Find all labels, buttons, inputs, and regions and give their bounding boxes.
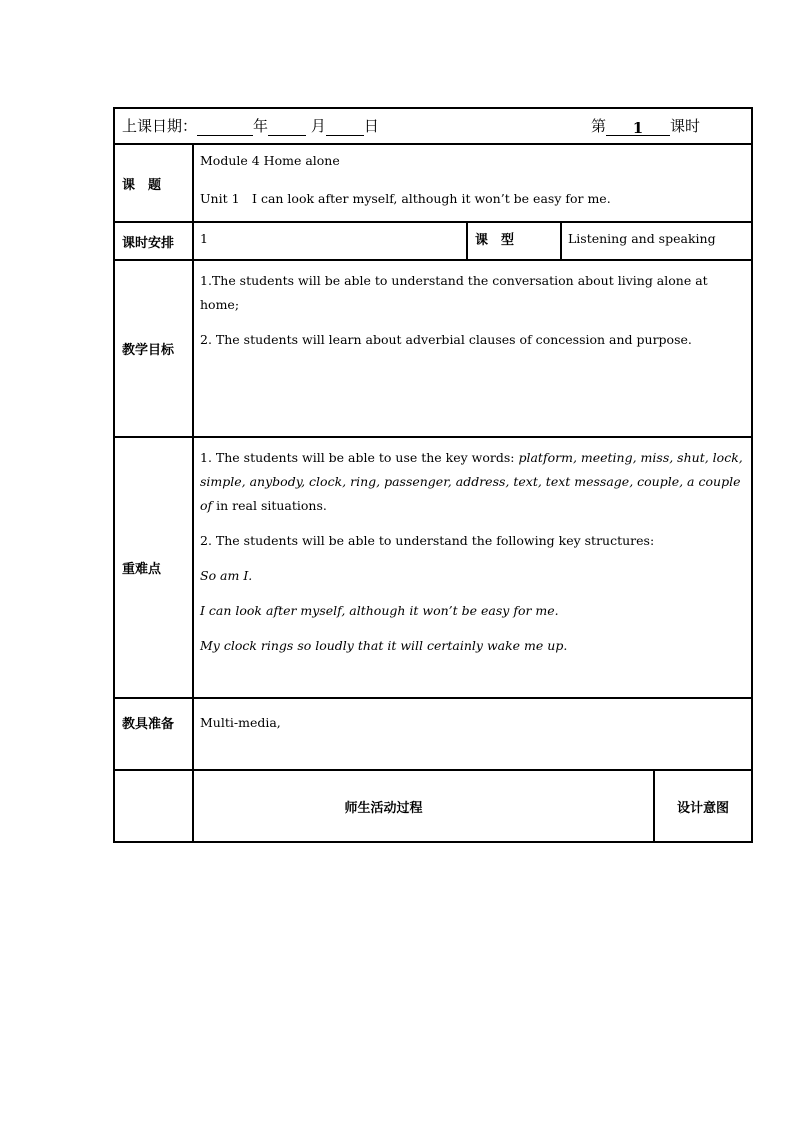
objective-item: 1.The students will be able to understand the conversation about living alone at home; — [200, 273, 708, 312]
module-title: Module 4 Home alone — [200, 153, 340, 168]
key-structures-intro: 2. The students will be able to understand the following key structures: — [200, 533, 655, 548]
unit-title: Unit 1 I can look after myself, although it won’t be easy for me. — [200, 191, 611, 206]
key-points-row — [114, 437, 752, 698]
key-points-content — [193, 437, 752, 698]
lesson-type-value: Listening and speaking — [561, 222, 752, 260]
objectives-row — [114, 260, 752, 437]
process-empty-cell — [114, 770, 193, 842]
class-date — [122, 115, 379, 136]
day-label: 日 — [363, 117, 379, 135]
lesson-plan-table — [113, 107, 753, 843]
day-blank — [326, 119, 364, 136]
lesson-type-label: 课 型 — [467, 222, 561, 260]
period-prefix: 第 — [591, 117, 607, 135]
lesson-period — [591, 115, 700, 136]
key-points-label: 重难点 — [114, 437, 193, 698]
year-label: 年 — [253, 117, 269, 135]
period-suffix: 课时 — [670, 117, 701, 135]
month-label: 月 — [310, 117, 326, 135]
year-blank — [197, 119, 253, 136]
date-label: 上课日期： — [122, 117, 198, 135]
schedule-row — [114, 222, 752, 260]
schedule-value: 1 — [193, 222, 467, 260]
month-blank — [268, 119, 306, 136]
materials-row — [114, 698, 752, 770]
objectives-label: 教学目标 — [114, 260, 193, 437]
topic-label: 课 题 — [114, 144, 193, 222]
design-label: 设计意图 — [654, 770, 752, 842]
key-structure: I can look after myself, although it won’t be easy for me. — [200, 603, 559, 618]
key-words-item — [200, 446, 745, 518]
objective-item: 2. The students will learn about adverbial clauses of concession and purpose. — [200, 332, 692, 347]
topic-row — [114, 144, 752, 222]
objectives-content — [193, 260, 752, 437]
materials-label: 教具准备 — [114, 698, 193, 770]
key-structure: My clock rings so loudly that it will certainly wake me up. — [200, 638, 568, 653]
materials-value: Multi-media, — [193, 698, 752, 770]
process-row — [114, 770, 752, 842]
key-words-list: platform, meeting, miss, shut, lock, simple, anybody, clock, ring, passenger, address, text, text message, couple, a couple of — [200, 450, 743, 513]
key-words-suffix: in real situations. — [212, 498, 327, 513]
schedule-label: 课时安排 — [114, 222, 193, 260]
topic-content — [193, 144, 752, 222]
activities-label: 师生活动过程 — [193, 770, 654, 842]
period-number: 1 — [606, 119, 670, 136]
key-words-prefix: 1. The students will be able to use the key words: — [200, 450, 519, 465]
key-structure: So am I. — [200, 568, 253, 583]
header-row — [114, 108, 752, 144]
header-cell — [114, 108, 752, 144]
